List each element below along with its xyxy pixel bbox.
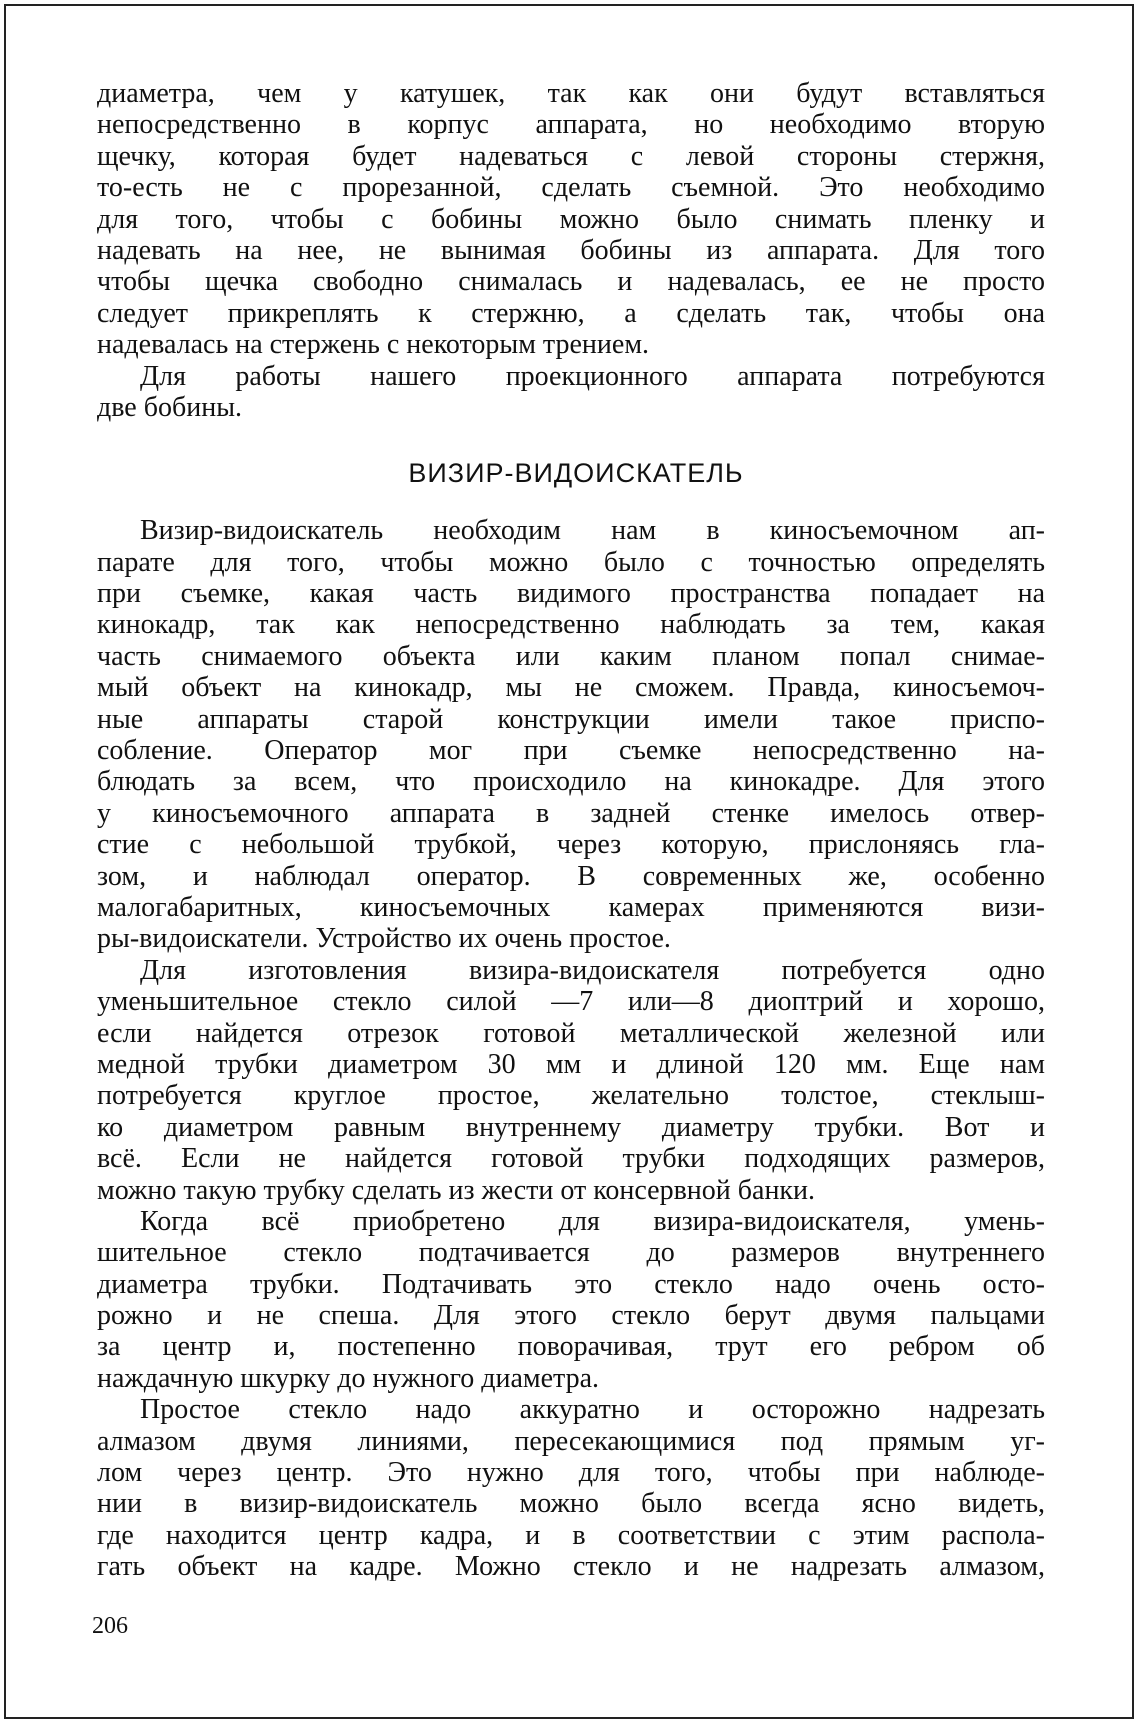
text-line: малогабаритных, киносъемочных камерах применяются визи-	[97, 891, 1045, 923]
text-line: чтобы щечка свободно снималась и надевалась, ее не просто	[97, 266, 1045, 298]
section-title: ВИЗИР-ВИДОИСКАТЕЛЬ	[408, 458, 744, 489]
text-line: для того, чтобы с бобины можно было снимать пленку и	[97, 203, 1045, 235]
text-line: ры-видоискатели. Устройство их очень простое.	[97, 923, 671, 955]
text-line: рожно и не спеша. Для этого стекло берут двумя пальцами	[97, 1300, 1045, 1332]
text-line: при съемке, какая часть видимого пространства попадает на	[97, 578, 1045, 610]
text-line: то-есть не с прорезанной, сделать съемной. Это необходимо	[97, 172, 1045, 204]
paragraph-4	[97, 955, 1045, 1206]
text-line: Для изготовления визира-видоискателя потребуется одно	[140, 954, 1045, 986]
text-line: диаметра трубки. Подтачивать это стекло надо очень осто-	[97, 1268, 1045, 1300]
text-line: Простое стекло надо аккуратно и осторожно надрезать	[140, 1394, 1045, 1426]
text-line: лом через центр. Это нужно для того, чтобы при наблюде-	[97, 1457, 1045, 1489]
page-number: 206	[92, 1613, 128, 1639]
text-line: две бобины.	[97, 391, 243, 423]
text-line: алмазом двумя линиями, пересекающимися под прямым уг-	[97, 1425, 1045, 1457]
text-line: щечку, которая будет надеваться с левой стороны стержня,	[97, 140, 1045, 172]
text-column	[97, 78, 1045, 1583]
text-line: нии в визир-видоискатель можно было всегда ясно видеть,	[97, 1488, 1045, 1520]
text-line: надевалась на стержень с некоторым трением.	[97, 329, 650, 361]
text-line: надевать на нее, не вынимая бобины из аппарата. Для того	[97, 234, 1045, 266]
text-line: зом, и наблюдал оператор. В современных же, особенно	[97, 860, 1045, 892]
text-line: гать объект на кадре. Можно стекло и не надрезать алмазом,	[97, 1551, 1045, 1583]
text-line: где находится центр кадра, и в соответствии с этим распола-	[97, 1519, 1045, 1551]
text-line: Визир-видоискатель необходим нам в киносъемочном ап-	[140, 515, 1045, 547]
text-line: собление. Оператор мог при съемке непосредственно на-	[97, 735, 1045, 767]
text-line: Когда всё приобретено для визира-видоискателя, умень-	[140, 1205, 1045, 1237]
text-line: ко диаметром равным внутреннему диаметру трубки. Вот и	[97, 1111, 1045, 1143]
text-line: кинокадр, так как непосредственно наблюдать за тем, какая	[97, 609, 1045, 641]
text-line: всё. Если не найдется готовой трубки подходящих размеров,	[97, 1143, 1045, 1175]
text-line: мый объект на кинокадр, мы не сможем. Правда, киносъемоч-	[97, 672, 1045, 704]
paragraph-2	[97, 361, 1045, 424]
paragraph-6	[97, 1394, 1045, 1582]
text-line: непосредственно в корпус аппарата, но необходимо вторую	[97, 109, 1045, 141]
text-line: уменьшительное стекло силой —7 или—8 диоптрий и хорошо,	[97, 986, 1045, 1018]
text-line: потребуется круглое простое, желательно толстое, стеклыш-	[97, 1080, 1045, 1112]
text-line: если найдется отрезок готовой металлической железной или	[97, 1017, 1045, 1049]
text-line: стие с небольшой трубкой, через которую, прислоняясь гла-	[97, 829, 1045, 861]
paragraph-3	[97, 515, 1045, 954]
text-line: наждачную шкурку до нужного диаметра.	[97, 1362, 600, 1394]
text-line: ные аппараты старой конструкции имели такое приспо-	[97, 703, 1045, 735]
paragraph-5	[97, 1206, 1045, 1394]
text-line: шительное стекло подтачивается до размеров внутреннего	[97, 1237, 1045, 1269]
text-line: парате для того, чтобы можно было с точностью определять	[97, 546, 1045, 578]
text-line: блюдать за всем, что происходило на кинокадре. Для этого	[97, 766, 1045, 798]
paragraph-1	[97, 78, 1045, 361]
text-line: Для работы нашего проекционного аппарата потребуются	[140, 360, 1045, 392]
text-line: за центр и, постепенно поворачивая, трут его ребром об	[97, 1331, 1045, 1363]
text-line: медной трубки диаметром 30 мм и длиной 120 мм. Еще нам	[97, 1048, 1045, 1080]
text-line: у киносъемочного аппарата в задней стенке имелось отвер-	[97, 797, 1045, 829]
text-line: следует прикреплять к стержню, а сделать так, чтобы она	[97, 297, 1045, 329]
text-line: можно такую трубку сделать из жести от консервной банки.	[97, 1174, 816, 1206]
text-line: часть снимаемого объекта или каким планом попал снимае-	[97, 640, 1045, 672]
text-line: диаметра, чем у катушек, так как они будут вставляться	[97, 78, 1045, 109]
